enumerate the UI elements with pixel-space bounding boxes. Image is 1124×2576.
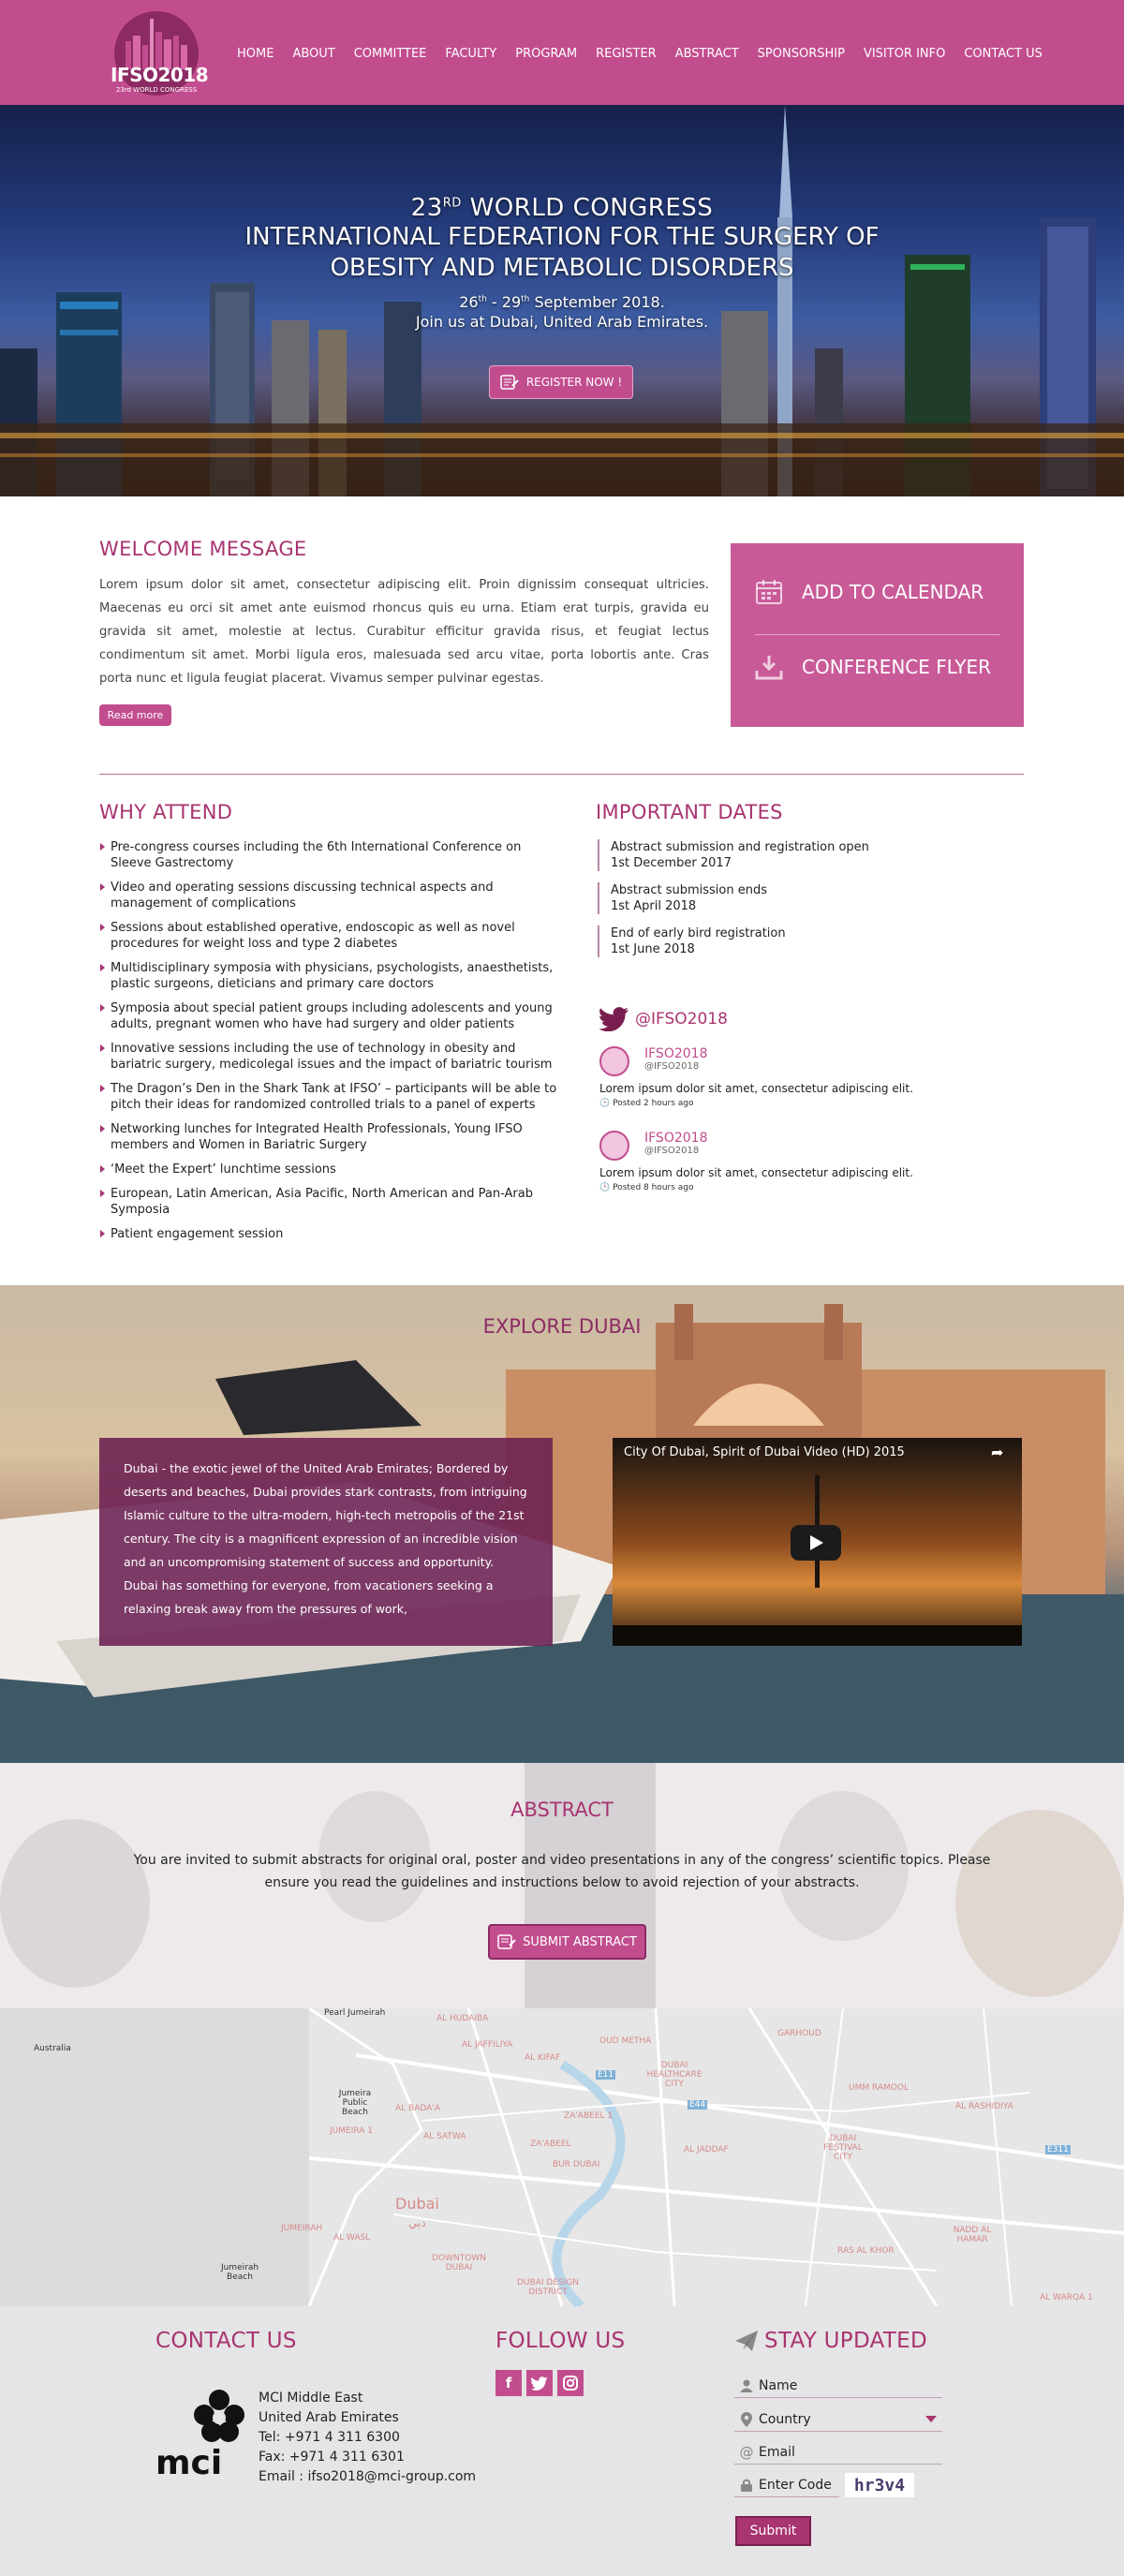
contact-email[interactable]: Email : ifso2018@mci-group.com [259,2469,477,2484]
map-label: DUBAI DESIGN DISTRICT [516,2278,580,2297]
list-item: Innovative sessions including the use of technology in obesity and bariatric surgery, medicolegal issues and the impact of bariatric tourism [99,1041,558,1073]
conference-flyer-label: CONFERENCE FLYER [802,656,992,678]
list-item: Symposia about special patient groups including adolescents and young adults, pregnant women who have had surgery and older patients [99,1000,558,1032]
map-label: RAS AL KHOR [837,2246,895,2256]
map-label: JUMEIRA 1 [330,2126,373,2136]
hero-line1: 23RD WORLD CONGRESS [410,194,714,222]
map-label: AL WASL [333,2233,371,2243]
twitter-handle: @IFSO2018 [635,1010,728,1029]
read-more-button[interactable]: Read more [99,704,171,726]
tweet-handle: @IFSO2018 [644,1061,700,1072]
register-now-button[interactable] [489,365,633,399]
map-label: AL JAFFILIYA [462,2040,513,2050]
instagram-glyph [563,2376,578,2391]
quick-actions-box [731,543,1024,727]
logo-text: IFSO2018 [111,64,209,86]
code-placeholder: Enter Code [759,2477,832,2493]
explore-dubai-title: EXPLORE DUBAI [482,1315,642,1338]
important-dates-title: IMPORTANT DATES [596,801,783,823]
map-label: ZA'ABEEL [530,2139,571,2149]
nav-committee[interactable]: COMMITTEE [353,47,427,61]
country-placeholder: Country [759,2411,811,2427]
contact-tel: Tel: +971 4 311 6300 [259,2430,400,2445]
map-label: OUD METHA [599,2036,652,2046]
nav-register[interactable]: REGISTER [596,47,657,61]
at-icon: @ [739,2443,754,2461]
list-item: The Dragon’s Den in the Shark Tank at IFSO’ – participants will be able to pitch their ideas for randomized controlled trials to a panel of experts [99,1081,558,1113]
map-label: Dubai [395,2195,439,2213]
contact-country: United Arab Emirates [259,2410,399,2425]
logo-subtitle: 23rd WORLD CONGRESS [115,86,198,94]
user-icon [734,2379,759,2392]
main-nav [237,47,1061,61]
map-label: AL SATWA [423,2132,466,2141]
code-field[interactable] [734,2473,839,2497]
hero-dates: 26th - 29th September 2018. [459,293,665,311]
submit-abstract-label: SUBMIT ABSTRACT [523,1934,637,1949]
map-label: دبي [408,2216,426,2229]
map-road-label: E44 [689,2100,706,2110]
tweet-time: 🕒 Posted 2 hours ago [599,1099,694,1108]
nav-about[interactable]: ABOUT [292,47,335,61]
mci-logo [155,2389,257,2492]
welcome-title: WELCOME MESSAGE [99,538,307,560]
hero-line2: INTERNATIONAL FEDERATION FOR THE SURGERY OF [244,223,880,251]
download-icon [755,654,783,680]
mci-logo-text: mci [155,2444,223,2482]
date-item [598,882,767,914]
why-attend-title: WHY ATTEND [99,801,233,823]
stay-updated-title: STAY UPDATED [734,2329,927,2353]
map-roads [0,2008,1124,2306]
contact-fax: Fax: +971 4 311 6301 [259,2450,405,2465]
captcha-image: hr3v4 [845,2473,914,2497]
welcome-body: Lorem ipsum dolor sit amet, consectetur adipiscing elit. Proin dignissim consequat ultricies. Maecenas eu orci sit amet ante euismod rhoncus quis eu urna. Etiam erat turpis, gravida eu gravida sit amet, molestie at lectus. Curabitur efficitur gravida risus, et feugiat lectus condimentum sit amet. Morbi ligula eros, malesuada sed arcu vitae, porta lobortis ante. Cras porta nunc et ligula feugiat placerat. Vivamus semper pulvinar egestas. [99,578,709,686]
date-value: 1st April 2018 [611,899,697,913]
conference-flyer-link[interactable] [755,654,991,680]
map-label: UMM RAMOOL [849,2083,909,2093]
register-now-label: REGISTER NOW ! [525,376,623,389]
twitter-bird-icon [531,2376,548,2391]
tweet-name[interactable]: IFSO2018 [644,1046,708,1061]
nav-sponsorship[interactable]: SPONSORSHIP [757,47,845,61]
tweet-text: Lorem ipsum dolor sit amet, consectetur adipiscing elit. [599,1166,913,1179]
list-item: ‘Meet the Expert’ lunchtime sessions [99,1162,558,1177]
nav-visitor-info[interactable]: VISITOR INFO [863,47,946,61]
share-icon[interactable]: ➦ [991,1443,1004,1461]
twitter-social-icon[interactable] [526,2370,553,2396]
map-road-label: E311 [1047,2145,1069,2154]
ifso-logo[interactable] [111,11,209,96]
map-label: AL HUDAIBA [436,2014,489,2023]
paper-plane-icon [734,2330,759,2352]
avatar [599,1131,629,1161]
email-placeholder: Email [759,2444,795,2460]
name-placeholder: Name [759,2377,798,2393]
facebook-icon[interactable]: f [495,2370,522,2396]
hero-text [0,194,1124,331]
tweet-name[interactable]: IFSO2018 [644,1131,708,1146]
tweet-text: Lorem ipsum dolor sit amet, consectetur adipiscing elit. [599,1082,913,1095]
abstract-text: You are invited to submit abstracts for original oral, poster and video presentations in any of the congress’ scientific topics. Please ensure you read the guidelines and instructions below to avoid rejection of your abstracts. [133,1853,991,1890]
twitter-handle-link[interactable] [599,1007,728,1031]
clock-icon: 🕒 [599,1183,614,1192]
map-label: AL KIFAF [525,2053,561,2063]
nav-contact-us[interactable]: CONTACT US [964,47,1043,61]
map-road-label: E11 [598,2070,614,2080]
date-label: End of early bird registration [611,926,786,940]
video-title: City Of Dubai, Spirit of Dubai Video (HD) 2015 [624,1445,905,1459]
country-select[interactable] [734,2407,942,2432]
play-icon [791,1525,841,1561]
submit-abstract-button[interactable] [488,1924,646,1960]
abstract-section [0,1763,1124,2008]
nav-program[interactable]: PROGRAM [515,47,578,61]
nav-home[interactable]: HOME [237,47,274,61]
map-label: NADD AL HAMAR [953,2226,992,2244]
twitter-icon [599,1007,629,1031]
hero-location: Join us at Dubai, United Arab Emirates. [415,313,709,331]
map-label: Jumeira Public Beach [338,2089,372,2117]
tweet-time: 🕒 Posted 8 hours ago [599,1183,694,1192]
date-label: Abstract submission ends [611,883,767,897]
hero-line3: OBESITY AND METABOLIC DISORDERS [330,254,794,282]
contact-us-title: CONTACT US [155,2329,297,2353]
list-item: Multidisciplinary symposia with physicians, psychologists, anaesthetists, plastic surgeons, dieticians and primary care doctors [99,960,558,992]
explore-dubai-section [0,1285,1124,1763]
date-label: Abstract submission and registration open [611,840,869,854]
add-to-calendar-label: ADD TO CALENDAR [802,581,984,603]
map-label: AL BADA'A [395,2104,440,2113]
map-label: DUBAI FESTIVAL CITY [823,2134,863,2162]
clock-icon: 🕒 [599,1099,614,1108]
map-label: Jumeirah Beach [220,2263,259,2282]
location-pin-icon [734,2412,759,2427]
instagram-icon[interactable] [557,2370,584,2396]
map-label: ZA'ABEEL 1 [564,2111,614,2121]
tweet-handle: @IFSO2018 [644,1146,700,1156]
name-field[interactable] [734,2374,942,2398]
add-to-calendar-link[interactable] [755,579,984,605]
map-label: DUBAI HEALTHCARE CITY [646,2061,702,2089]
list-item: Sessions about established operative, endoscopic as well as novel procedures for weight loss and type 2 diabetes [99,920,558,952]
list-item: Pre-congress courses including the 6th International Conference on Sleeve Gastrectomy [99,839,558,871]
date-item [598,839,869,871]
submit-icon [497,1934,516,1949]
nav-faculty[interactable]: FACULTY [445,47,497,61]
map-label: AL RASHIDIYA [955,2102,1013,2111]
list-item: Networking lunches for Integrated Health Professionals, Young IFSO members and Women in Bariatric Surgery [99,1121,558,1153]
email-field[interactable] [734,2440,942,2465]
contact-company: MCI Middle East [259,2391,363,2406]
map-label: AL WARQA 1 [1040,2293,1093,2302]
hero-banner [0,105,1124,496]
abstract-title: ABSTRACT [510,1799,614,1821]
follow-us-title: FOLLOW US [495,2329,626,2353]
date-item [598,925,786,957]
chevron-down-icon [925,2416,937,2422]
contact-details [259,2389,476,2487]
why-attend-list [99,839,558,1251]
list-item: European, Latin American, Asia Pacific, North American and Pan-Arab Symposia [99,1186,558,1218]
divider [755,634,1000,635]
map-label: AL JADDAF [684,2145,729,2154]
map-label: JUMEIRAH [281,2224,323,2233]
date-value: 1st December 2017 [611,856,732,870]
video-player[interactable] [613,1438,1022,1646]
list-item: Video and operating sessions discussing technical aspects and management of complications [99,880,558,911]
nav-abstract[interactable]: ABSTRACT [674,47,739,61]
map-label: Australia [34,2044,71,2053]
location-map[interactable] [0,2008,1124,2306]
play-button[interactable] [791,1525,841,1561]
map-label: BUR DUBAI [553,2160,600,2169]
site-header [0,0,1124,105]
map-label: GARHOUD [777,2029,821,2038]
list-item: Patient engagement session [99,1226,558,1242]
register-icon [500,375,519,390]
lock-icon [734,2479,759,2492]
date-value: 1st June 2018 [611,942,695,956]
map-label: Pearl Jumeirah [324,2008,386,2018]
avatar [599,1046,629,1076]
submit-button[interactable]: Submit [735,2516,811,2546]
calendar-icon [755,579,783,605]
explore-dubai-text: Dubai - the exotic jewel of the United Arab Emirates; Bordered by deserts and beaches, Dubai provides stark contrasts, from intriguing Islamic culture to the ultra-modern, high-tech metropolis of the 21st century. The city is a magnificent expression of an incredible vision and an uncompromising statement of success and opportunity. Dubai has something for everyone, from vacationers seeking a relaxing break away from the pressures of work, [99,1438,553,1646]
map-label: DOWNTOWN DUBAI [432,2254,486,2273]
section-divider [99,774,1024,775]
